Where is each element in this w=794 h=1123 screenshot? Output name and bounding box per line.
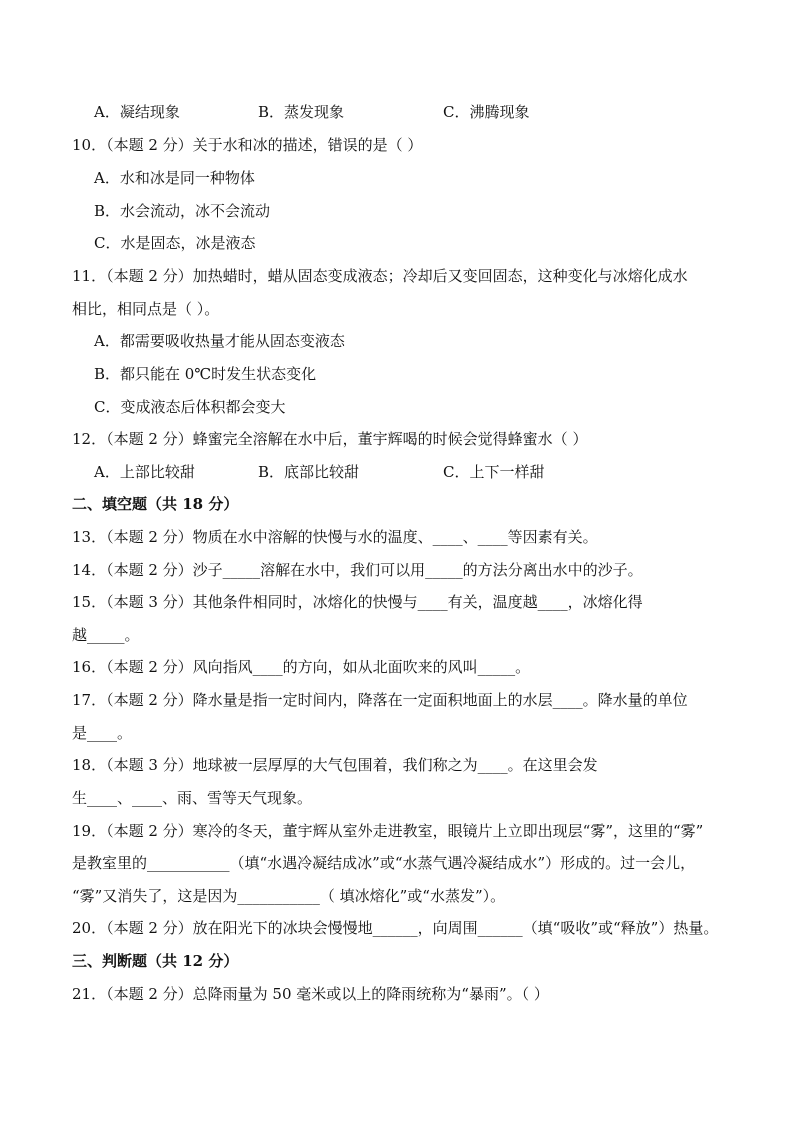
question-11-option-b: B．都只能在 0℃时发生状态变化 [94,365,317,383]
q9-option-a: A．凝结现象 [94,103,180,121]
question-18-line-1: 18．（本题 3 分）地球被一层厚厚的大气包围着，我们称之为____。在这里会发 [72,756,598,774]
question-21: 21．（本题 2 分）总降雨量为 50 毫米或以上的降雨统称为“暴雨”。（ ） [72,985,549,1003]
question-13: 13．（本题 2 分）物质在水中溶解的快慢与水的温度、____、____等因素有关。 [72,528,598,546]
question-19-line-1: 19．（本题 2 分）寒冷的冬天，董宇辉从室外走进教室，眼镜片上立即出现层“雾”，这里的“雾” [72,822,704,840]
question-11-option-c: C．变成液态后体积都会变大 [94,398,286,416]
q12-option-c: C．上下一样甜 [443,463,545,481]
question-11-line-1: 11．（本题 2 分）加热蜡时，蜡从固态变成液态；冷却后又变回固态，这种变化与冰熔化成水 [72,267,688,285]
question-14: 14．（本题 2 分）沙子_____溶解在水中，我们可以用_____的方法分离出水中的沙子。 [72,561,643,579]
question-12: 12．（本题 2 分）蜂蜜完全溶解在水中后，董宇辉喝的时候会觉得蜂蜜水（ ） [72,430,588,448]
question-15-line-1: 15．（本题 3 分）其他条件相同时，冰熔化的快慢与____有关，温度越____，冰熔化得 [72,593,643,611]
question-10-option-b: B．水会流动，冰不会流动 [94,202,271,220]
q9-option-b: B．蒸发现象 [258,103,345,121]
q9-option-c: C．沸腾现象 [443,103,530,121]
question-16: 16．（本题 2 分）风向指风____的方向，如从北面吹来的风叫_____。 [72,658,531,676]
question-10-option-c: C．水是固态，冰是液态 [94,234,256,252]
q12-option-b: B．底部比较甜 [258,463,360,481]
section-3-heading: 三、判断题（共 12 分） [72,952,239,970]
section-2-heading: 二、填空题（共 18 分） [72,495,239,513]
q12-option-a: A．上部比较甜 [94,463,195,481]
question-18-line-2: 生____、____、雨、雪等天气现象。 [72,789,313,807]
question-19-line-3: “雾”又消失了，这是因为___________（ 填冰熔化”或“水蒸发”）。 [72,887,506,905]
question-17-line-1: 17．（本题 2 分）降水量是指一定时间内，降落在一定面积地面上的水层____。降水量的单位 [72,691,688,709]
question-19-line-2: 是教室里的___________（填“水遇冷凝结成冰”或“水蒸气遇冷凝结成水”）形成的。过一会儿， [72,854,696,872]
question-11-line-2: 相比，相同点是（ ）。 [72,300,220,318]
question-20: 20．（本题 2 分）放在阳光下的冰块会慢慢地______，向周围______（填“吸收”或“释放”）热量。 [72,919,719,937]
question-17-line-2: 是____。 [72,724,133,742]
question-10: 10．（本题 2 分）关于水和冰的描述，错误的是（ ） [72,136,423,154]
question-10-option-a: A．水和冰是同一种物体 [94,169,255,187]
question-15-line-2: 越_____。 [72,626,140,644]
question-11-option-a: A．都需要吸收热量才能从固态变液态 [94,332,345,350]
